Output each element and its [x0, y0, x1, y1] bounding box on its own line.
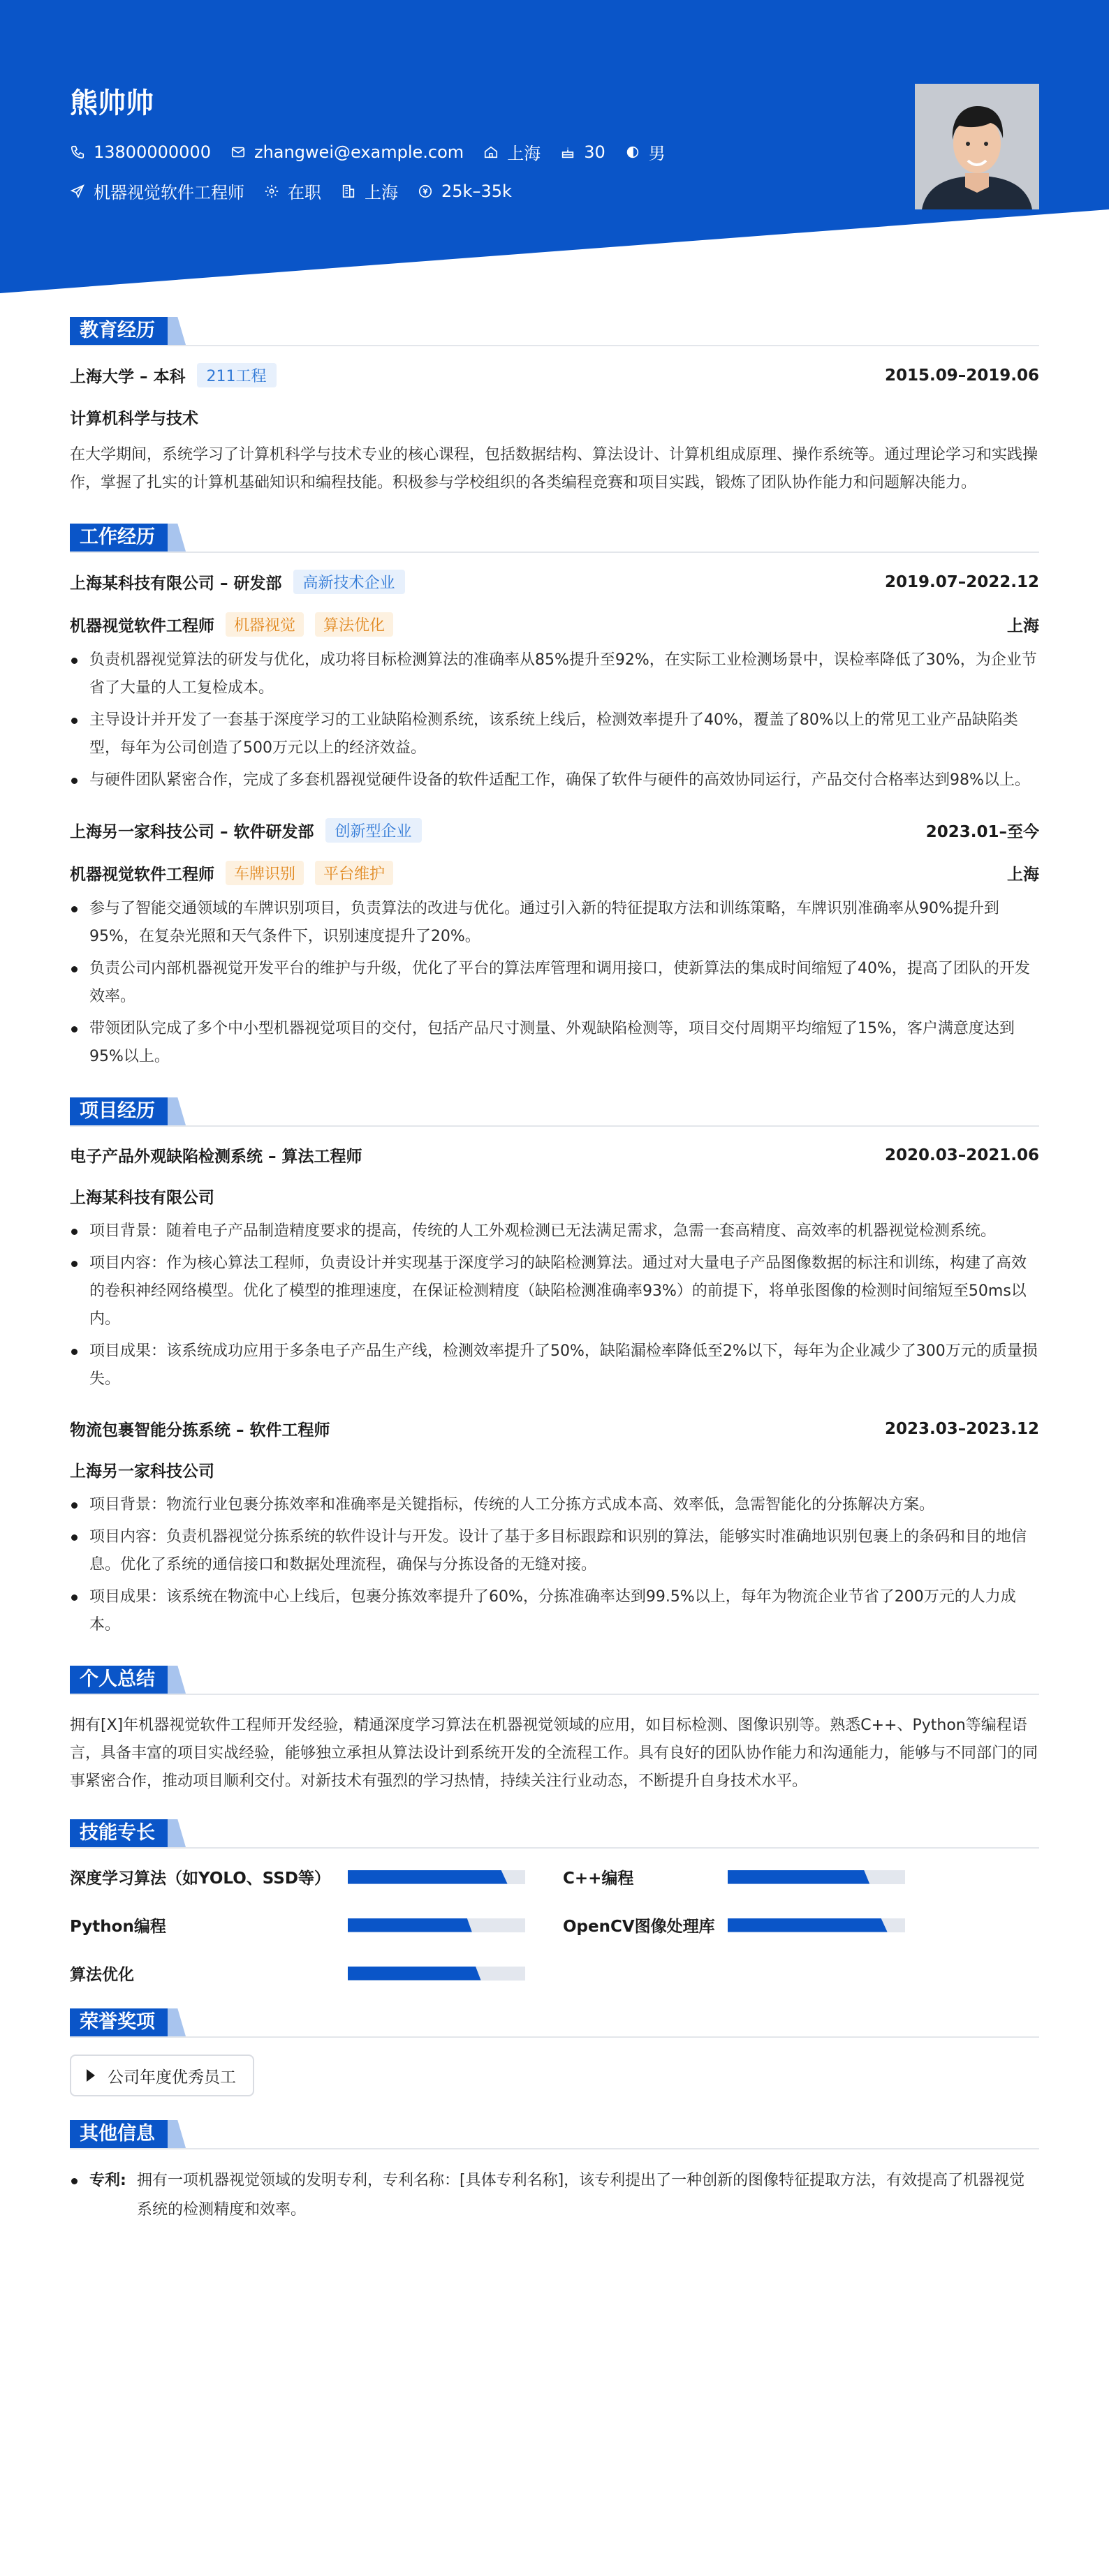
work-section: [70, 521, 1039, 1071]
school-tag: 211工程: [197, 363, 277, 387]
section-title: 其他信息: [70, 2120, 168, 2148]
skill-bar-fill: [348, 1918, 472, 1932]
skill-bar-fill: [348, 1967, 481, 1981]
project-title: 电子产品外观缺陷检测系统 – 算法工程师: [70, 1148, 362, 1166]
projects-heading: [70, 1095, 1039, 1127]
phone-item: [70, 142, 211, 162]
major: 计算机科学与技术: [70, 410, 198, 428]
project-date: 2023.03–2023.12: [884, 1419, 1039, 1438]
honor-item: [70, 2055, 254, 2096]
work-heading: [70, 521, 1039, 553]
other-section: [70, 2117, 1039, 2225]
salary-item: [418, 182, 512, 201]
work-city-item: [341, 179, 398, 203]
work-header-row: [70, 818, 1039, 843]
skill-item: [70, 1914, 563, 1937]
candidate-name: 熊帅帅: [70, 87, 154, 119]
location-item: [483, 140, 541, 164]
summary-section: [70, 1663, 1039, 1796]
age-item: [560, 142, 605, 162]
status-item: [264, 179, 321, 203]
cake-icon: [560, 145, 575, 160]
section-title-decoration: [168, 1097, 186, 1125]
list-item: 主导设计并开发了一套基于深度学习的工业缺陷检测系统，该系统上线后，检测效率提升了40%，覆盖了80%以上的常见工业产品缺陷类型，每年为公司创造了500万元以上的经济效益。: [70, 706, 1039, 762]
section-title-decoration: [168, 317, 186, 345]
list-item: 项目成果：该系统在物流中心上线后，包裹分拣效率提升了60%，分拣准确率达到99.5%以上，每年为物流企业节省了200万元的人力成本。: [70, 1583, 1039, 1639]
role-row: [70, 612, 1039, 637]
company-name: 上海某科技有限公司 – 研发部: [70, 575, 282, 593]
project-entry: [70, 1143, 1039, 1393]
work-bullets: [70, 895, 1039, 1071]
section-title: 项目经历: [70, 1097, 168, 1125]
skills-section: [70, 1816, 1039, 1985]
project-title: 物流包裹智能分拣系统 – 软件工程师: [70, 1421, 330, 1439]
salary-text: 25k–35k: [441, 181, 512, 201]
gender-text: 男: [648, 144, 666, 163]
project-header-row: [70, 1417, 1039, 1440]
projects-section: [70, 1095, 1039, 1639]
money-icon: [418, 184, 433, 199]
gear-icon: [264, 184, 279, 199]
work-city-text: 上海: [365, 183, 398, 202]
position-text: 机器视觉软件工程师: [94, 183, 244, 202]
role-row: [70, 861, 1039, 885]
skill-name: 算法优化: [70, 1966, 134, 1984]
role-title: [70, 861, 393, 885]
job-intent-row: [70, 179, 531, 203]
skill-bar: [728, 1870, 905, 1884]
school-name: 上海大学 – 本科: [70, 368, 186, 386]
education-row: [70, 363, 1039, 387]
skills-grid: [70, 1865, 1039, 1985]
section-title-decoration: [168, 1819, 186, 1847]
company-name: 上海另一家科技公司 – 软件研发部: [70, 823, 314, 841]
other-label: 专利:: [89, 2172, 126, 2189]
skill-item: [563, 1865, 1039, 1888]
send-icon: [70, 184, 85, 199]
section-title: 教育经历: [70, 317, 168, 345]
company-tag: 高新技术企业: [293, 570, 405, 594]
role-title: [70, 612, 393, 637]
email-item: [230, 142, 464, 162]
skill-name: 深度学习算法（如YOLO、SSD等）: [70, 1870, 330, 1888]
skill-bar: [348, 1870, 525, 1884]
education-section: [70, 314, 1039, 497]
list-item: 带领团队完成了多个中小型机器视觉项目的交付，包括产品尺寸测量、外观缺陷检测等，项目交付周期平均缩短了15%，客户满意度达到95%以上。: [70, 1015, 1039, 1071]
education-entry: [70, 363, 1039, 497]
gender-item: [625, 140, 666, 164]
project-bullets: [70, 1217, 1039, 1393]
location-text: 上海: [507, 144, 541, 163]
list-item: 负责机器视觉算法的研发与优化，成功将目标检测算法的准确率从85%提升至92%，在实际工业检测场景中，误检率降低了30%，为企业节省了大量的人工复检成本。: [70, 646, 1039, 702]
skill-item: [70, 1962, 563, 1985]
honor-text: 公司年度优秀员工: [108, 2068, 236, 2087]
role-tag: 平台维护: [315, 861, 393, 885]
role-tag: 车牌识别: [226, 861, 304, 885]
section-title-decoration: [168, 2008, 186, 2036]
work-date: 2023.01–至今: [925, 823, 1039, 841]
company-title: [70, 818, 422, 843]
company-title: [70, 570, 405, 594]
status-text: 在职: [288, 183, 321, 202]
list-item: 项目成果：该系统成功应用于多条电子产品生产线，检测效率提升了50%，缺陷漏检率降低至2%以下，每年为企业减少了300万元的质量损失。: [70, 1338, 1039, 1393]
skill-bar: [728, 1918, 905, 1932]
building-icon: [341, 184, 356, 199]
skill-bar-fill: [348, 1870, 508, 1884]
work-bullets: [70, 646, 1039, 794]
phone-icon: [70, 145, 85, 160]
role-name: 机器视觉软件工程师: [70, 866, 214, 884]
position-item: [70, 179, 244, 203]
skill-item: [563, 1914, 1039, 1937]
list-item: 项目内容：作为核心算法工程师，负责设计并实现基于深度学习的缺陷检测算法。通过对大量电子产品图像数据的标注和训练，构建了高效的卷积神经网络模型。优化了模型的推理速度，在保证检测精度（缺陷检测准确率93%）的前提下，将单张图像的检测时间缩短至50ms以内。: [70, 1250, 1039, 1333]
phone-text: 13800000000: [94, 142, 211, 162]
work-city: 上海: [1007, 866, 1039, 884]
gender-icon: [625, 145, 640, 160]
home-icon: [483, 145, 499, 160]
section-title-decoration: [168, 2120, 186, 2148]
section-title-decoration: [168, 524, 186, 552]
honors-section: [70, 2006, 1039, 2096]
project-header-row: [70, 1143, 1039, 1167]
email-text: zhangwei@example.com: [254, 142, 464, 162]
school-title: [70, 363, 277, 387]
role-tag: 算法优化: [315, 612, 393, 637]
project-company: 上海某科技有限公司: [70, 1189, 214, 1207]
skills-heading: [70, 1816, 1039, 1849]
work-header-row: [70, 570, 1039, 594]
section-title: 技能专长: [70, 1819, 168, 1847]
list-item: 项目背景：随着电子产品制造精度要求的提高，传统的人工外观检测已无法满足需求，急需一套高精度、高效率的机器视觉检测系统。: [70, 1217, 1039, 1245]
company-tag: 创新型企业: [325, 818, 422, 843]
project-entry: [70, 1417, 1039, 1639]
section-title: 个人总结: [70, 1666, 168, 1694]
summary-text: 拥有[X]年机器视觉软件工程师开发经验，精通深度学习算法在机器视觉领域的应用，如目标检测、图像识别等。熟悉C++、Python等编程语言，具备丰富的项目实战经验，能够独立承担从算法设计到系统开发的全流程工作。具有良好的团队协作能力和沟通能力，能够与不同部门的同事紧密合作，推动项目顺利交付。对新技术有强烈的学习热情，持续关注行业动态，不断提升自身技术水平。: [70, 1717, 1038, 1790]
project-bullets: [70, 1491, 1039, 1639]
age-text: 30: [584, 142, 605, 162]
project-date: 2020.03–2021.06: [884, 1146, 1039, 1164]
work-entry: [70, 570, 1039, 794]
section-title: 工作经历: [70, 524, 168, 552]
play-icon: [87, 2069, 95, 2082]
list-item: 负责公司内部机器视觉开发平台的维护与升级，优化了平台的算法库管理和调用接口，使新算法的集成时间缩短了40%，提高了团队的开发效率。: [70, 955, 1039, 1011]
list-item: 参与了智能交通领域的车牌识别项目，负责算法的改进与优化。通过引入新的特征提取方法和训练策略，车牌识别准确率从90%提升到95%，在复杂光照和天气条件下，识别速度提升了20%。: [70, 895, 1039, 951]
honors-heading: [70, 2006, 1039, 2038]
role-name: 机器视觉软件工程师: [70, 617, 214, 635]
role-tag: 机器视觉: [226, 612, 304, 637]
skill-bar-fill: [728, 1870, 869, 1884]
other-item-patent: [70, 2166, 1039, 2225]
summary-heading: [70, 1663, 1039, 1695]
skill-name: C++编程: [563, 1870, 634, 1888]
other-text: 拥有一项机器视觉领域的发明专利，专利名称：[具体专利名称]，该专利提出了一种创新的图像特征提取方法，有效提高了机器视觉系统的检测精度和效率。: [137, 2172, 1025, 2219]
education-description: 在大学期间，系统学习了计算机科学与技术专业的核心课程，包括数据结构、算法设计、计算机组成原理、操作系统等。通过理论学习和实践操作，掌握了扎实的计算机基础知识和编程技能。积极参与学校组织的各类编程竞赛和项目实践，锻炼了团队协作能力和问题解决能力。: [70, 446, 1038, 491]
resume-body: [70, 314, 1039, 2246]
skill-item: [70, 1865, 563, 1888]
skill-bar: [348, 1918, 525, 1932]
list-item: 项目背景：物流行业包裹分拣效率和准确率是关键指标，传统的人工分拣方式成本高、效率低，急需智能化的分拣解决方案。: [70, 1491, 1039, 1519]
list-item: 与硬件团队紧密合作，完成了多套机器视觉硬件设备的软件适配工作，确保了软件与硬件的高效协同运行，产品交付合格率达到98%以上。: [70, 767, 1039, 794]
work-date: 2019.07–2022.12: [884, 572, 1039, 591]
contact-row: [70, 140, 685, 164]
skill-name: OpenCV图像处理库: [563, 1918, 715, 1936]
section-title: 荣誉奖项: [70, 2008, 168, 2036]
profile-photo: [915, 84, 1039, 209]
skill-bar: [348, 1967, 525, 1981]
work-city: 上海: [1007, 617, 1039, 635]
work-entry: [70, 818, 1039, 1071]
education-heading: [70, 314, 1039, 346]
education-date: 2015.09–2019.06: [884, 366, 1039, 385]
other-heading: [70, 2117, 1039, 2149]
mail-icon: [230, 145, 246, 160]
section-title-decoration: [168, 1666, 186, 1694]
skill-name: Python编程: [70, 1918, 166, 1936]
project-company: 上海另一家科技公司: [70, 1463, 214, 1481]
list-item: 项目内容：负责机器视觉分拣系统的软件设计与开发。设计了基于多目标跟踪和识别的算法，能够实时准确地识别包裹上的条码和目的地信息。优化了系统的通信接口和数据处理流程，确保与分拣设备的无缝对接。: [70, 1523, 1039, 1579]
skill-bar-fill: [728, 1918, 888, 1932]
